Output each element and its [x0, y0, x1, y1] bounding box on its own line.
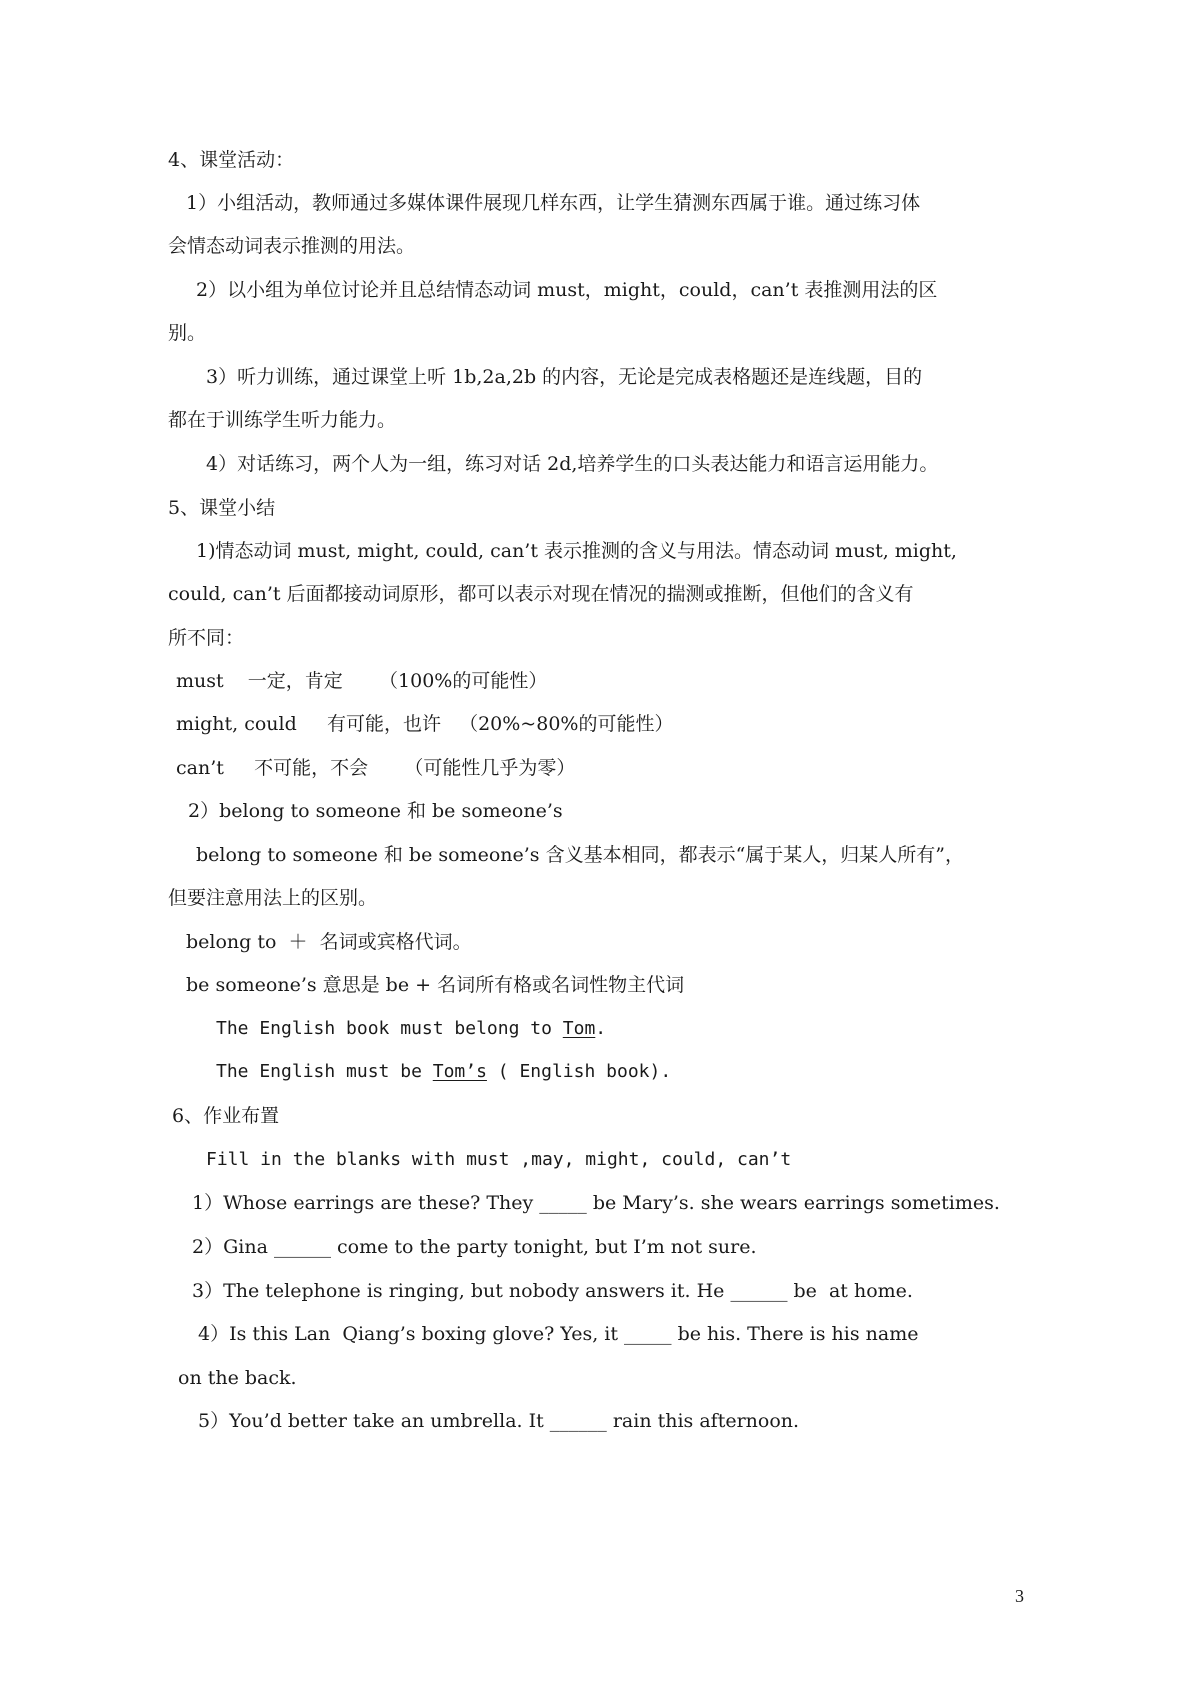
exercise-item: 1）Whose earrings are these? They _____ be Mary’s. she wears earrings sometimes. — [192, 1192, 1000, 1214]
modal-meaning-row: must 一定，肯定 （100%的可能性） — [176, 670, 548, 692]
paragraph: could, can’t 后面都接动词原形，都可以表示对现在情况的揣测或推断，但他们的含义有 — [168, 583, 914, 605]
usage-rule: belong to ＋ 名词或宾格代词。 — [186, 931, 472, 953]
exercise-item: 2）Gina ______ come to the party tonight, but I’m not sure. — [192, 1236, 757, 1258]
example-text: . — [595, 1018, 607, 1039]
example-sentence — [216, 1058, 671, 1086]
exercise-item: 3）The telephone is ringing, but nobody answers it. He ______ be at home. — [192, 1280, 913, 1302]
usage-rule: be someone’s 意思是 be + 名词所有格或名词性物主代词 — [186, 974, 685, 996]
paragraph: 会情态动词表示推测的用法。 — [168, 235, 416, 257]
paragraph: 1)情态动词 must, might, could, can’t 表示推测的含义与用法。情态动词 must, might, — [196, 540, 957, 562]
page-number: 3 — [1015, 1586, 1024, 1606]
exercise-instruction: Fill in the blanks with must ,may, might, could, can’t — [206, 1149, 792, 1170]
paragraph: belong to someone 和 be someone’s 含义基本相同，都表示“属于某人，归某人所有”， — [196, 844, 964, 866]
underlined-word: Tom — [562, 1018, 596, 1039]
modal-meaning-row: might, could 有可能，也许 （20%~80%的可能性） — [176, 713, 674, 735]
paragraph: 4）对话练习，两个人为一组，练习对话 2d,培养学生的口头表达能力和语言运用能力。 — [206, 453, 939, 475]
exercise-item: on the back. — [178, 1367, 297, 1389]
exercise-item: 4）Is this Lan Qiang’s boxing glove? Yes, it _____ be his. There is his name — [198, 1323, 919, 1345]
section-6-heading: 6、作业布置 — [172, 1105, 280, 1127]
paragraph: 2）belong to someone 和 be someone’s — [188, 800, 563, 822]
paragraph: 都在于训练学生听力能力。 — [168, 409, 397, 431]
exercise-item: 5）You’d better take an umbrella. It ______ rain this afternoon. — [198, 1410, 800, 1432]
paragraph: 所不同： — [168, 627, 245, 649]
underlined-word: Tom’s — [432, 1061, 487, 1082]
paragraph: 2）以小组为单位讨论并且总结情态动词 must，might，could，can’t 表推测用法的区 — [196, 279, 938, 301]
example-text: ( English book). — [486, 1061, 672, 1082]
section-5-heading: 5、课堂小结 — [168, 497, 276, 519]
section-4-heading: 4、课堂活动： — [168, 149, 295, 171]
example-sentence — [216, 1015, 606, 1043]
paragraph: 1）小组活动，教师通过多媒体课件展现几样东西，让学生猜测东西属于谁。通过练习体 — [186, 192, 921, 214]
example-text: The English book must belong to — [216, 1018, 563, 1039]
modal-meaning-row: can’t 不可能，不会 （可能性几乎为零） — [176, 757, 576, 779]
paragraph: 别。 — [168, 322, 207, 344]
paragraph: 3）听力训练，通过课堂上听 1b,2a,2b 的内容，无论是完成表格题还是连线题，目的 — [206, 366, 923, 388]
example-text: The English must be — [216, 1061, 433, 1082]
paragraph: 但要注意用法上的区别。 — [168, 887, 378, 909]
